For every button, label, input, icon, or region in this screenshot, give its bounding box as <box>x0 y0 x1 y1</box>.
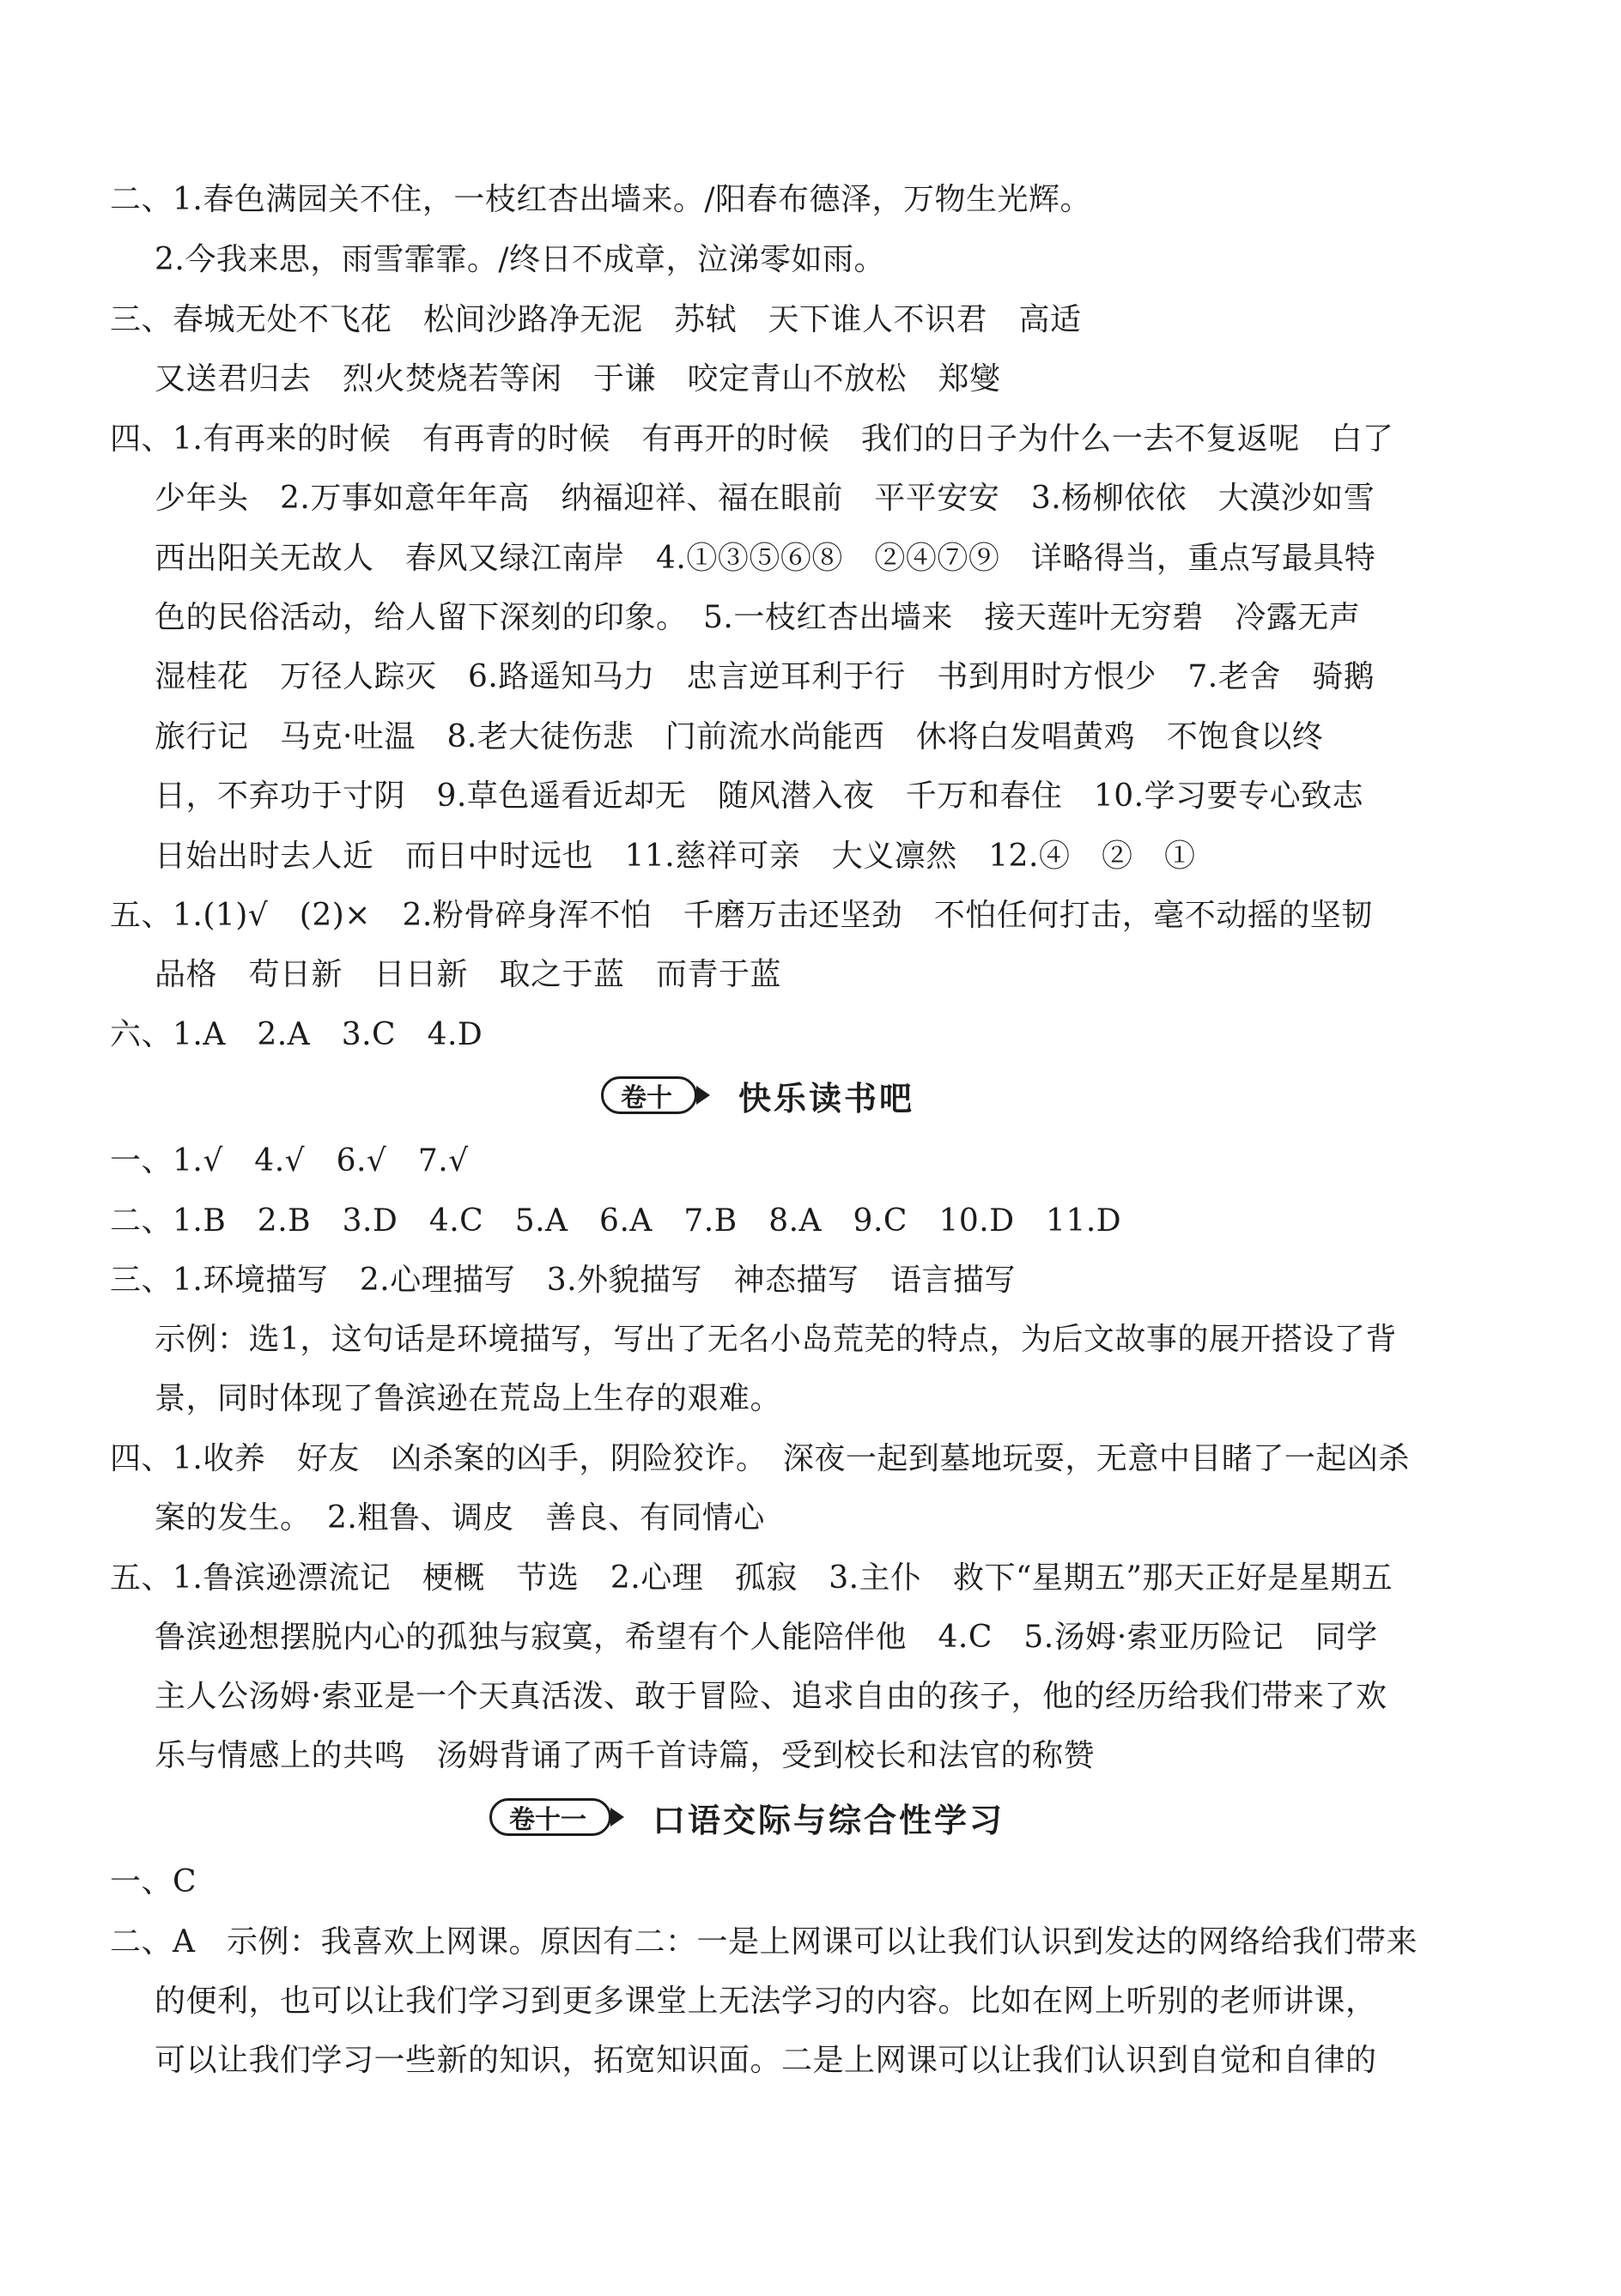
answer-line: 六、1.A 2.A 3.C 4.D <box>110 1017 483 1052</box>
answer-line: 品格 苟日新 日日新 取之于蓝 而青于蓝 <box>155 957 782 992</box>
answer-line: 鲁滨逊想摆脱内心的孤独与寂寞，希望有个人能陪伴他 4.C 5.汤姆·索亚历险记 同学 <box>155 1620 1378 1655</box>
answer-line: 五、1.(1)√ (2)× 2.粉骨碎身浑不怕 千磨万击还坚劲 不怕任何打击，毫不动摇的坚韧 <box>110 898 1373 933</box>
answer-line: 的便利，也可以让我们学习到更多课堂上无法学习的内容。比如在网上听别的老师讲课， <box>155 1984 1377 2019</box>
section-header-11 <box>489 1793 1005 1841</box>
answer-line: 景，同时体现了鲁滨逊在荒岛上生存的艰难。 <box>155 1381 782 1416</box>
answer-line: 旅行记 马克·吐温 8.老大徒伤悲 门前流水尚能西 休将白发唱黄鸡 不饱食以终 <box>155 719 1324 754</box>
answer-line: 三、1.环境描写 2.心理描写 3.外貌描写 神态描写 语言描写 <box>110 1263 1017 1298</box>
section-title: 快乐读书吧 <box>738 1079 915 1118</box>
section-tag: 卷十一 <box>489 1798 611 1836</box>
answer-line: 可以让我们学习一些新的知识，拓宽知识面。二是上网课可以让我们认识到自觉和自律的 <box>155 2043 1377 2078</box>
answer-line: 西出阳关无故人 春风又绿江南岸 4.①③⑤⑥⑧ ②④⑦⑨ 详略得当，重点写最具特 <box>155 541 1376 576</box>
answer-line: 四、1.有再来的时候 有再青的时候 有再开的时候 我们的日子为什么一去不复返呢 白了 <box>110 421 1394 457</box>
answer-line: 湿桂花 万径人踪灭 6.路遥知马力 忠言逆耳利于行 书到用时方恨少 7.老舍 骑鹅 <box>155 659 1375 694</box>
answer-line: 日始出时去人近 而日中时远也 11.慈祥可亲 大义凛然 12.④ ② ① <box>155 839 1196 874</box>
section-title: 口语交际与综合性学习 <box>653 1801 1005 1839</box>
answer-line: 一、C <box>110 1864 197 1899</box>
answer-line: 色的民俗活动，给人留下深刻的印象。 5.一枝红杏出墙来 接天莲叶无穷碧 冷露无声 <box>155 600 1361 635</box>
answer-line: 少年头 2.万事如意年年高 纳福迎祥、福在眼前 平平安安 3.杨柳依依 大漠沙如雪 <box>155 481 1375 516</box>
answer-line: 二、A 示例：我喜欢上网课。原因有二：一是上网课可以让我们认识到发达的网络给我们带来 <box>110 1924 1418 1960</box>
answer-line: 又送君归去 烈火焚烧若等闲 于谦 咬定青山不放松 郑燮 <box>155 361 1001 397</box>
answer-line: 乐与情感上的共鸣 汤姆背诵了两千首诗篇，受到校长和法官的称赞 <box>155 1738 1096 1773</box>
answer-line: 2.今我来思，雨雪霏霏。/终日不成章，泣涕零如雨。 <box>155 242 885 277</box>
answer-line: 二、1.春色满园关不住，一枝红杏出墙来。/阳春布德泽，万物生光辉。 <box>110 182 1091 217</box>
answer-line: 一、1.√ 4.√ 6.√ 7.√ <box>110 1143 469 1178</box>
answer-line: 五、1.鲁滨逊漂流记 梗概 节选 2.心理 孤寂 3.主仆 救下“星期五”那天正好是星期五 <box>110 1560 1393 1596</box>
answer-line: 主人公汤姆·索亚是一个天真活泼、敢于冒险、追求自由的孩子，他的经历给我们带来了欢 <box>155 1679 1387 1714</box>
answer-line: 案的发生。 2.粗鲁、调皮 善良、有同情心 <box>155 1500 765 1536</box>
section-header-10 <box>601 1071 914 1119</box>
answer-line: 示例：选1，这句话是环境描写，写出了无名小岛荒芜的特点，为后文故事的展开搭设了背 <box>155 1322 1397 1357</box>
answer-line: 二、1.B 2.B 3.D 4.C 5.A 6.A 7.B 8.A 9.C 10.D 11.D <box>110 1203 1122 1239</box>
answer-line: 四、1.收养 好友 凶杀案的凶手，阴险狡诈。 深夜一起到墓地玩耍，无意中目睹了一起凶杀 <box>110 1441 1410 1476</box>
answer-line: 三、春城无处不飞花 松间沙路净无泥 苏轼 天下谁人不识君 高适 <box>110 302 1082 337</box>
answer-line: 日，不弃功于寸阴 9.草色遥看近却无 随风潜入夜 千万和春住 10.学习要专心致志 <box>155 778 1364 814</box>
section-tag: 卷十 <box>601 1076 697 1114</box>
